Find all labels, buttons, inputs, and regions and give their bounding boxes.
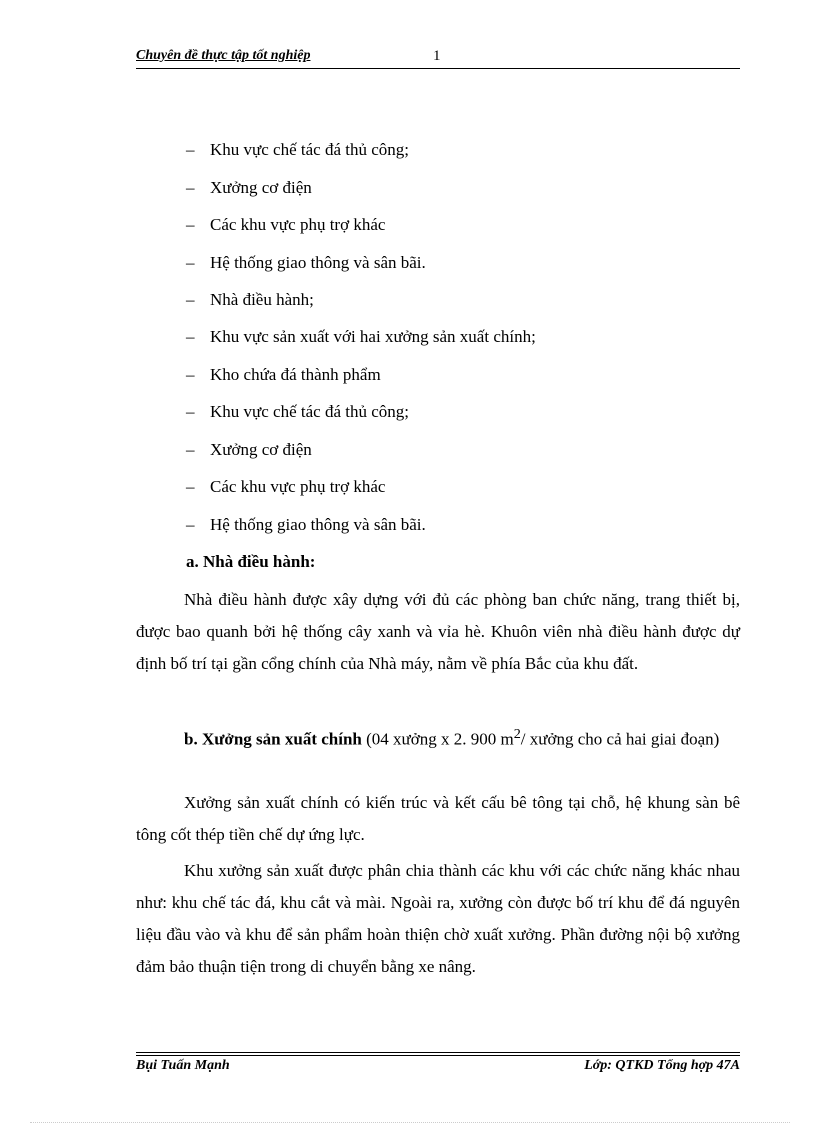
- section-b-heading: b. Xưởng sản xuất chính (04 xưởng x 2. 900 $m^2/$ xưởng cho cả hai giai đoạn): [184, 726, 720, 749]
- list-item: – Hệ thống giao thông và sân bãi.: [186, 515, 426, 534]
- list-item: – Khu vực chế tác đá thủ công;: [186, 402, 409, 421]
- section-a-heading: a. Nhà điều hành:: [186, 552, 316, 571]
- list-item: – Các khu vực phụ trợ khác: [186, 215, 386, 234]
- section-b-paragraph-1: Xưởng sản xuất chính có kiến trúc và kết cấu bê tông tại chỗ, hệ khung sàn bê tông cốt thép tiền chế dự ứng lực.: [136, 793, 740, 844]
- header-rule: [136, 68, 740, 69]
- page-number: 1: [433, 48, 441, 64]
- footer-author: Bụi Tuấn Mạnh: [136, 1058, 230, 1073]
- list-item: – Xưởng cơ điện: [186, 440, 312, 459]
- list-item: – Các khu vực phụ trợ khác: [186, 477, 386, 496]
- list-item: – Khu vực chế tác đá thủ công;: [186, 140, 409, 159]
- section-b-paragraph-2: Khu xưởng sản xuất được phân chia thành các khu với các chức năng khác nhau như: khu chế tác đá, khu cắt và mài. Ngoài ra, xưởng còn được bố trí khu để đá nguyên liệu đầu vào và khu để sản phẩm hoàn thiện chờ xuất xưởng. Phần đường nội bộ xưởng đảm bảo thuận tiện trong di chuyển bằng xe nâng.: [136, 861, 740, 976]
- footer-rule: [136, 1052, 740, 1053]
- list-item: – Nhà điều hành;: [186, 290, 314, 309]
- list-item: – Kho chứa đá thành phẩm: [186, 365, 381, 384]
- page-header: [136, 48, 740, 68]
- document-title: Chuyên đề thực tập tốt nghiệp: [136, 48, 311, 63]
- footer-class: Lớp: QTKD Tổng hợp 47A: [584, 1058, 740, 1073]
- list-item: – Khu vực sản xuất với hai xưởng sản xuất chính;: [186, 327, 536, 346]
- list-item: – Hệ thống giao thông và sân bãi.: [186, 253, 426, 272]
- list-item: – Xưởng cơ điện: [186, 178, 312, 197]
- section-a-paragraph: Nhà điều hành được xây dựng với đủ các phòng ban chức năng, trang thiết bị, được bao quanh bởi hệ thống cây xanh và vỉa hè. Khuôn viên nhà điều hành được dự định bố trí tại gần cổng chính của Nhà máy, nằm về phía Bắc của khu đất.: [136, 590, 740, 673]
- footer-rule-thick: [136, 1055, 740, 1056]
